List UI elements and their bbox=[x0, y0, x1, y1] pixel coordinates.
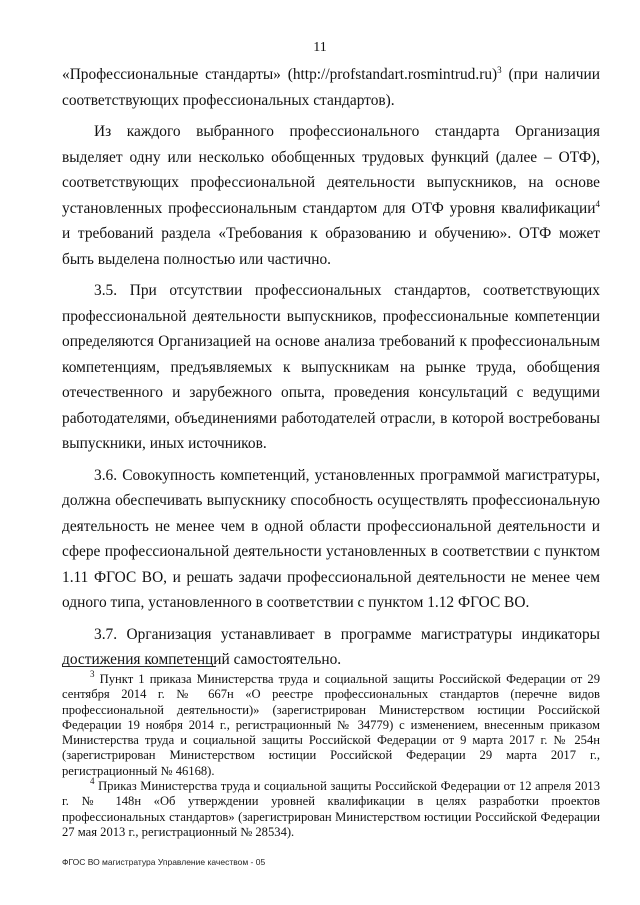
footnote-4 bbox=[62, 776, 600, 840]
page-footer: ФГОС ВО магистратура Управление качеством - 05 bbox=[62, 857, 266, 867]
footnote-text: Приказ Министерства труда и социальной защиты Российской Федерации от 12 апреля 2013 г. № 148н «Об утверждении уровней квалификации в целях разработки проектов профессиональных стандартов» (зарегистрирован Министерством юстиции Российской Федерации 27 мая 2013 г., регистрационный № 28534). bbox=[62, 779, 600, 839]
footnote-ref-3[interactable]: 3 bbox=[497, 65, 502, 75]
footnotes bbox=[62, 669, 600, 840]
footnote-mark: 4 bbox=[90, 776, 95, 787]
paragraph-3-7: 3.7. Организация устанавливает в программе магистратуры индикаторы достижения компетенций самостоятельно. bbox=[62, 625, 600, 668]
page-number: 11 bbox=[313, 40, 327, 55]
footnote-divider bbox=[62, 666, 216, 667]
footnote-text: Пункт 1 приказа Министерства труда и социальной защиты Российской Федерации от 29 сентября 2014 г. № 667н «О реестре профессиональных стандартов (перечне видов профессиональной деятельности)» (зарегистрирован Министерством юстиции Российской Федерации 19 ноября 2014 г., регистрационный № 34779) с изменением, внесенным приказом Министерства труда и социальной защиты Российской Федерации от 9 марта 2017 г. № 254н (зарегистрирован Министерством юстиции Российской Федерации 29 марта 2017 г., регистрационный № 46168). bbox=[62, 672, 600, 778]
paragraph-tail: и требований раздела «Требования к образованию и обучению». ОТФ может быть выделена полностью или частично. bbox=[62, 225, 600, 268]
paragraph-otf bbox=[62, 119, 600, 272]
paragraph-text: Из каждого выбранного профессионального стандарта Организация выделяет одну или несколько обобщенных трудовых функций (далее – ОТФ), соответствующих профессиональной деятельности выпускников, на основе установленных профессиональным стандартом для ОТФ уровня квалификации bbox=[62, 123, 600, 217]
footnote-3 bbox=[62, 669, 600, 779]
body-text bbox=[62, 62, 600, 679]
paragraph-3-6: 3.6. Совокупность компетенций, установленных программой магистратуры, должна обеспечивать выпускнику способность осуществлять профессиональную деятельность не менее чем в одной области профессиональной деятельности и сфере профессиональной деятельности установленных в соответствии с пунктом 1.11 ФГОС ВО, и решать задачи профессиональной деятельности не менее чем одного типа, установленного в соответствии с пунктом 1.12 ФГОС ВО. bbox=[62, 466, 600, 611]
footnote-ref-4[interactable]: 4 bbox=[595, 198, 600, 209]
footnote-mark: 3 bbox=[90, 669, 95, 679]
paragraph-tail: (при наличии соответствующих профессиональных стандартов). bbox=[62, 66, 600, 109]
paragraph-continuation bbox=[62, 62, 600, 113]
paragraph-text: «Профессиональные стандарты» (http://profstandart.rosmintrud.ru) bbox=[62, 66, 498, 83]
paragraph-3-5: 3.5. При отсутствии профессиональных стандартов, соответствующих профессиональной деятельности выпускников, профессиональные компетенции определяются Организацией на основе анализа требований к профессиональным компетенциям, предъявляемых к выпускникам на рынке труда, обобщения отечественного и зарубежного опыта, проведения консультаций с ведущими работодателями, объединениями работодателей отрасли, в которой востребованы выпускники, иных источников. bbox=[62, 282, 600, 452]
